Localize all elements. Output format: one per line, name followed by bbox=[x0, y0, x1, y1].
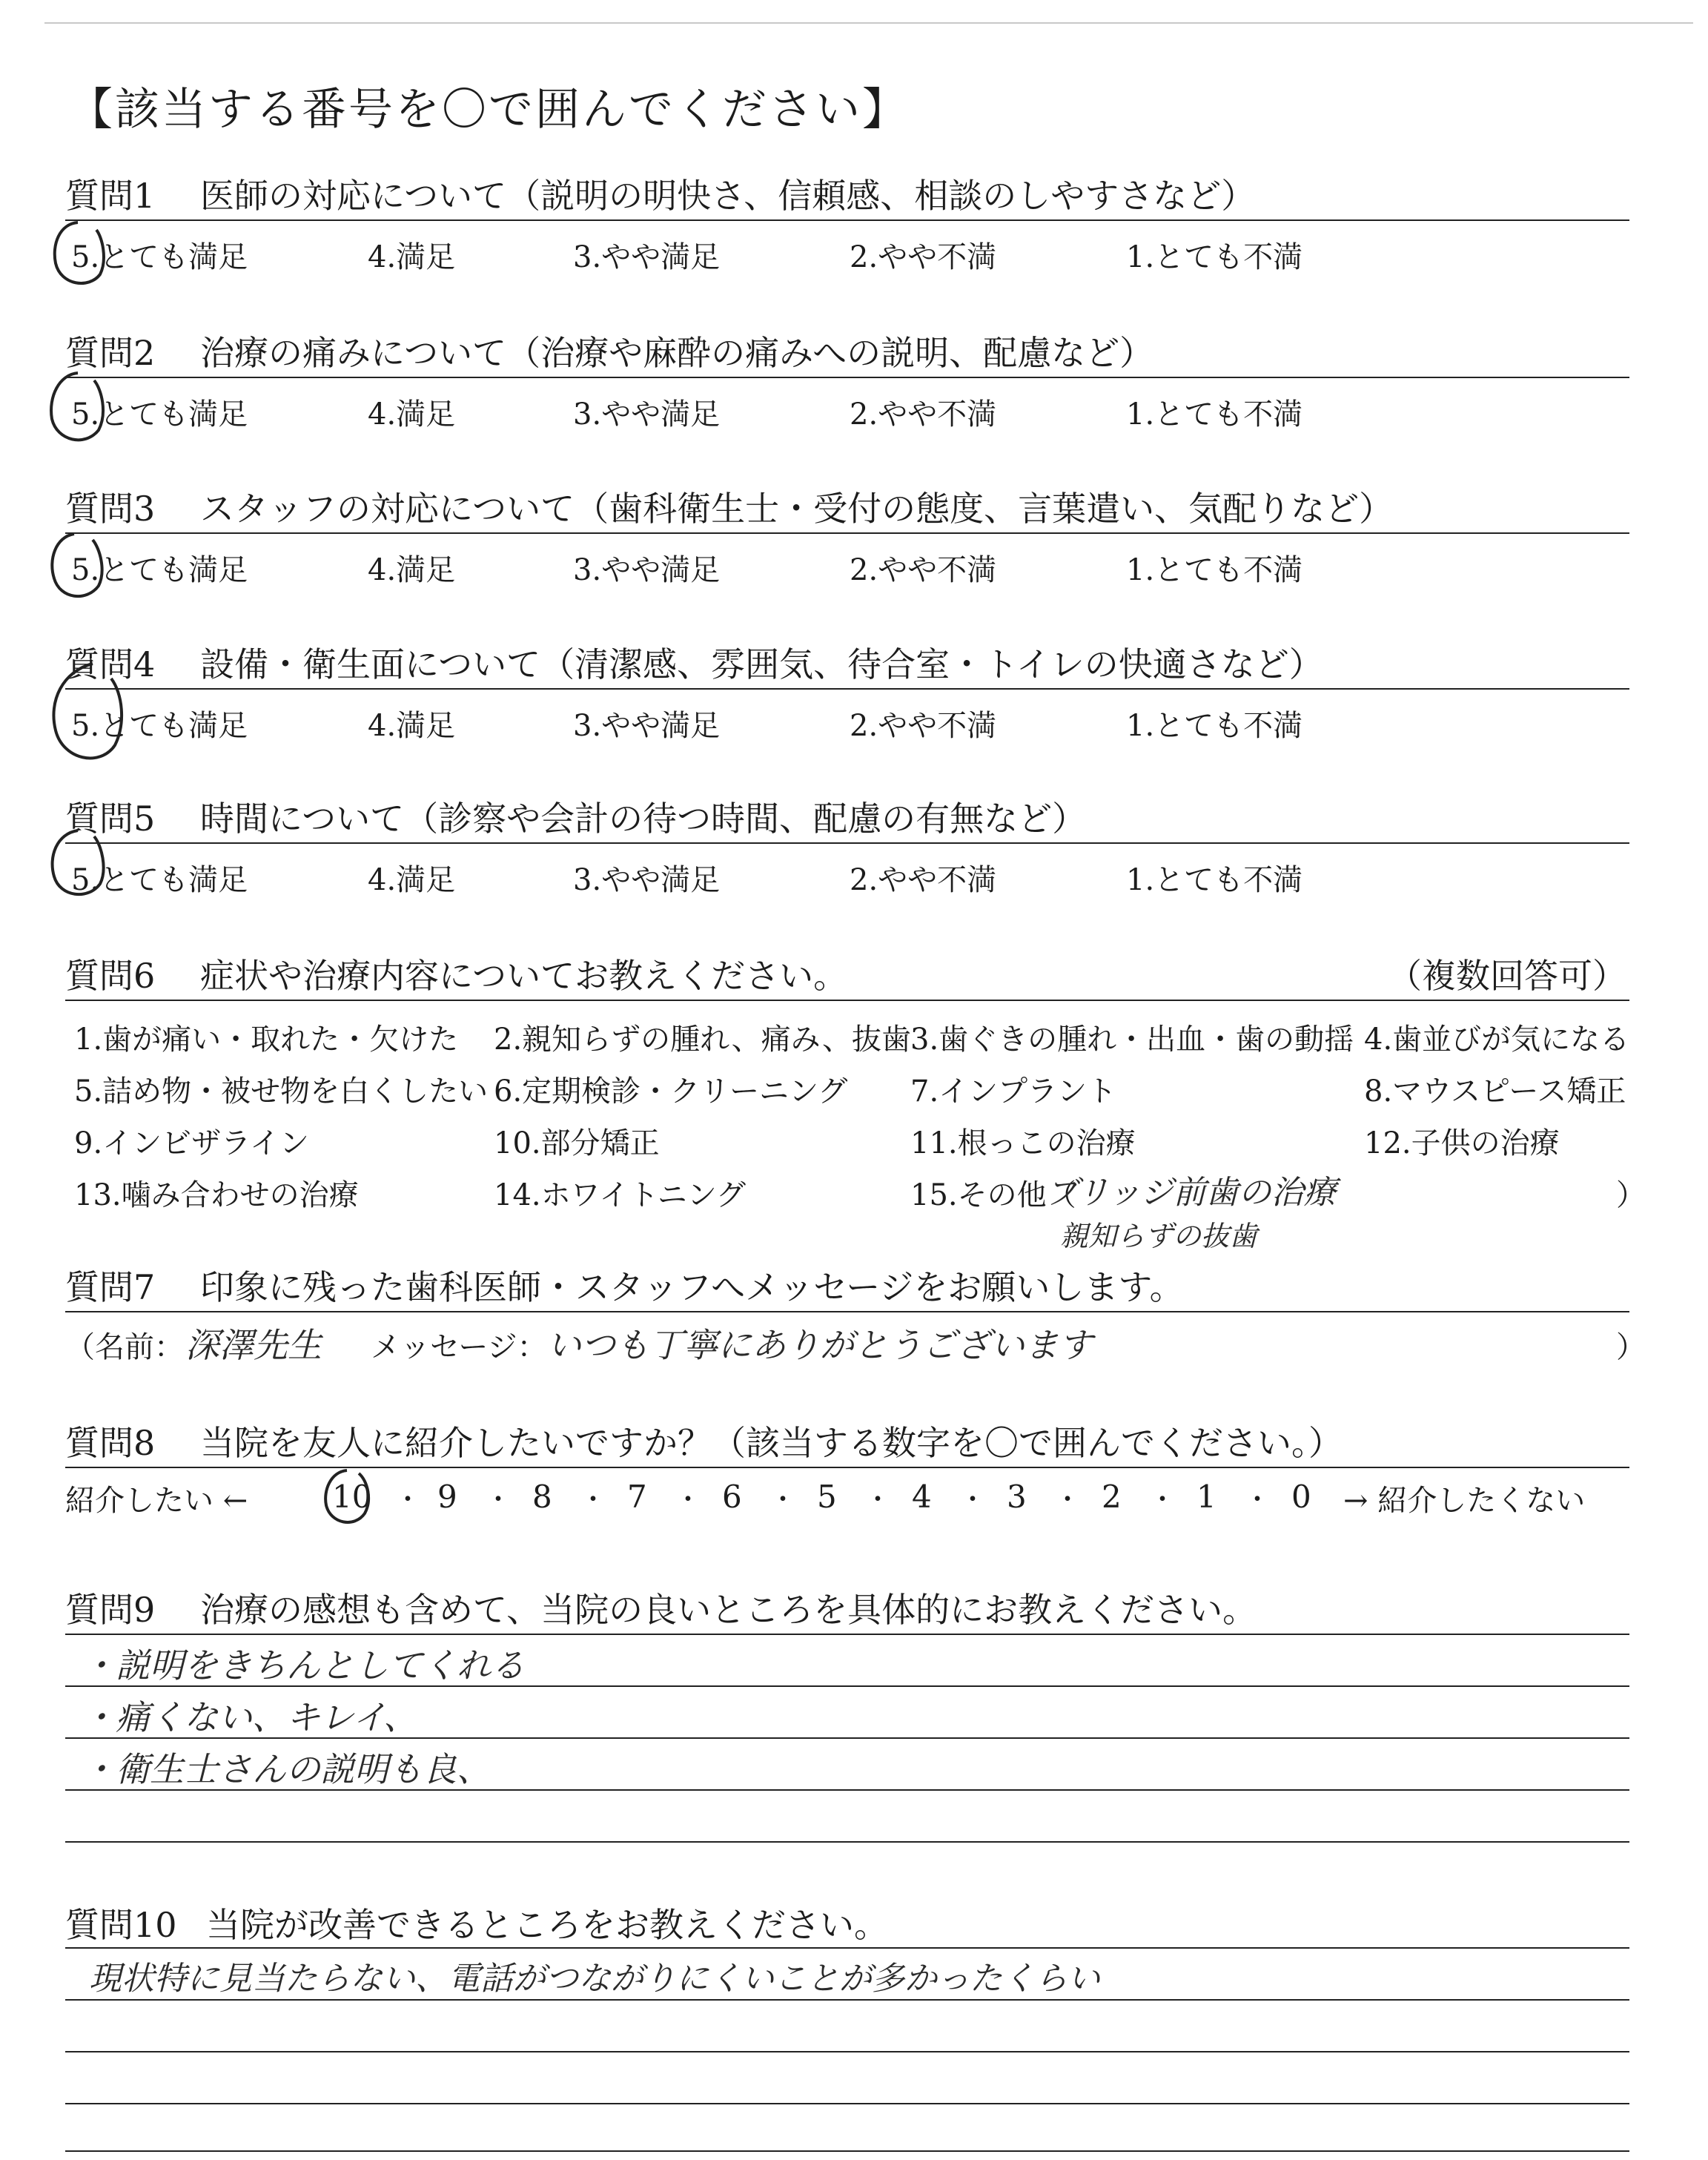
message-label: メッセージ： bbox=[371, 1330, 547, 1364]
q9-answer-3[interactable]: ・衛生士さんの説明も良、 bbox=[82, 1749, 491, 1789]
answer-line bbox=[65, 1789, 1629, 1791]
q6-item-1[interactable]: 1.歯が痛い・取れた・欠けた bbox=[74, 1023, 459, 1057]
question-3 bbox=[65, 482, 1393, 531]
answer-line bbox=[65, 1685, 1629, 1687]
q1-option-4[interactable]: 4.満足 bbox=[368, 240, 456, 274]
scale-10[interactable]: 10 bbox=[332, 1479, 372, 1515]
q6-other-close: ） bbox=[1616, 1178, 1646, 1212]
q6-item-6[interactable]: 6.定期検診・クリーニング bbox=[494, 1074, 848, 1109]
question-10 bbox=[65, 1898, 888, 1947]
q1-option-2[interactable]: 2.やや不満 bbox=[850, 240, 997, 274]
answer-line bbox=[65, 2150, 1629, 2152]
q3-option-3[interactable]: 3.やや満足 bbox=[573, 553, 721, 587]
question-6 bbox=[65, 949, 847, 998]
message-value[interactable]: いつも丁寧にありがとうございます bbox=[547, 1325, 1093, 1365]
q6-item-7[interactable]: 7.インプラント bbox=[910, 1074, 1117, 1109]
divider bbox=[65, 532, 1629, 534]
scale-dot: ・ bbox=[959, 1484, 987, 1515]
divider bbox=[65, 842, 1629, 844]
scale-7[interactable]: 7 bbox=[627, 1479, 647, 1515]
q4-option-1[interactable]: 1.とても不満 bbox=[1126, 709, 1303, 743]
q1-option-3[interactable]: 3.やや満足 bbox=[573, 240, 721, 274]
form-title: 【該当する番号を〇で囲んでください】 bbox=[68, 84, 909, 136]
question-8 bbox=[65, 1416, 1343, 1465]
q9-answer-2[interactable]: ・痛くない、キレイ、 bbox=[82, 1697, 418, 1737]
divider bbox=[65, 1311, 1629, 1312]
q5-option-5[interactable]: 5.とても満足 bbox=[71, 863, 248, 897]
q6-item-2[interactable]: 2.親知らずの腫れ、痛み、抜歯 bbox=[494, 1023, 911, 1057]
question-number: 質問9 bbox=[65, 1590, 156, 1630]
q4-option-2[interactable]: 2.やや不満 bbox=[850, 709, 997, 743]
q6-item-15[interactable]: 15.その他（ bbox=[910, 1178, 1076, 1212]
name-value[interactable]: 深澤先生 bbox=[185, 1325, 322, 1365]
scale-dot: ・ bbox=[864, 1484, 892, 1515]
scale-dot: ・ bbox=[675, 1484, 702, 1515]
question-text: 治療の感想も含めて、当院の良いところを具体的にお教えください。 bbox=[200, 1590, 1257, 1630]
question-text: 当院が改善できるところをお教えください。 bbox=[206, 1905, 888, 1945]
q6-item-12[interactable]: 12.子供の治療 bbox=[1364, 1126, 1560, 1160]
multiple-answers-note: （複数回答可） bbox=[1388, 956, 1626, 996]
scale-dot: ・ bbox=[1054, 1484, 1082, 1515]
q6-other-handwritten-2: 親知らずの抜歯 bbox=[1060, 1220, 1258, 1252]
q6-item-9[interactable]: 9.インビザライン bbox=[74, 1126, 309, 1160]
answer-line bbox=[65, 1634, 1629, 1635]
question-text: 当院を友人に紹介したいですか？（該当する数字を〇で囲んでください。） bbox=[200, 1423, 1343, 1463]
q5-option-4[interactable]: 4.満足 bbox=[368, 863, 456, 897]
recommend-right-label: → 紹介したくない bbox=[1343, 1484, 1586, 1518]
q6-item-13[interactable]: 13.噛み合わせの治療 bbox=[74, 1178, 359, 1212]
q2-option-3[interactable]: 3.やや満足 bbox=[573, 397, 721, 432]
question-text: 医師の対応について（説明の明快さ、信頼感、相談のしやすさなど） bbox=[200, 176, 1256, 216]
answer-line bbox=[65, 1737, 1629, 1739]
q2-option-4[interactable]: 4.満足 bbox=[368, 397, 456, 432]
answer-line bbox=[65, 1999, 1629, 2001]
answer-line bbox=[65, 2051, 1629, 2052]
divider bbox=[65, 1467, 1629, 1468]
question-text: 時間について（診察や会計の待つ時間、配慮の有無など） bbox=[200, 799, 1087, 839]
question-number: 質問2 bbox=[65, 333, 156, 373]
scale-dot: ・ bbox=[1149, 1484, 1176, 1515]
question-text: 治療の痛みについて（治療や麻酔の痛みへの説明、配慮など） bbox=[200, 333, 1154, 373]
scale-2[interactable]: 2 bbox=[1102, 1479, 1122, 1515]
question-text: 症状や治療内容についてお教えください。 bbox=[200, 956, 848, 996]
q2-option-1[interactable]: 1.とても不満 bbox=[1126, 397, 1303, 432]
q6-item-3[interactable]: 3.歯ぐきの腫れ・出血・歯の動揺 bbox=[910, 1023, 1354, 1057]
scale-4[interactable]: 4 bbox=[912, 1479, 932, 1515]
question-number: 質問8 bbox=[65, 1423, 156, 1463]
name-label: （名前： bbox=[65, 1330, 184, 1364]
recommend-left-label: 紹介したい ← bbox=[65, 1484, 248, 1518]
question-number: 質問10 bbox=[65, 1905, 177, 1945]
scale-9[interactable]: 9 bbox=[437, 1479, 457, 1515]
scale-dot: ・ bbox=[1244, 1484, 1271, 1515]
q4-option-3[interactable]: 3.やや満足 bbox=[573, 709, 721, 743]
question-number: 質問1 bbox=[65, 176, 156, 216]
question-5 bbox=[65, 792, 1086, 841]
q5-option-2[interactable]: 2.やや不満 bbox=[850, 863, 997, 897]
divider bbox=[65, 377, 1629, 378]
q4-option-5[interactable]: 5.とても満足 bbox=[71, 709, 248, 743]
answer-line bbox=[65, 2103, 1629, 2104]
q1-option-5[interactable]: 5.とても満足 bbox=[71, 240, 248, 274]
q5-option-3[interactable]: 3.やや満足 bbox=[573, 863, 721, 897]
q6-item-11[interactable]: 11.根っこの治療 bbox=[910, 1126, 1136, 1160]
question-number: 質問7 bbox=[65, 1267, 156, 1307]
question-text: スタッフの対応について（歯科衛生士・受付の態度、言葉遣い、気配りなど） bbox=[200, 489, 1394, 529]
divider bbox=[65, 688, 1629, 690]
q2-option-5[interactable]: 5.とても満足 bbox=[71, 397, 248, 432]
scale-1[interactable]: 1 bbox=[1196, 1479, 1217, 1515]
q3-option-4[interactable]: 4.満足 bbox=[368, 553, 456, 587]
q6-item-4[interactable]: 4.歯並びが気になる bbox=[1364, 1023, 1630, 1057]
question-4 bbox=[65, 638, 1323, 687]
scale-dot: ・ bbox=[580, 1484, 607, 1515]
top-border bbox=[44, 22, 1693, 24]
question-number: 質問6 bbox=[65, 956, 156, 996]
q5-option-1[interactable]: 1.とても不満 bbox=[1126, 863, 1303, 897]
q4-option-4[interactable]: 4.満足 bbox=[368, 709, 456, 743]
question-number: 質問3 bbox=[65, 489, 156, 529]
answer-line bbox=[65, 1947, 1629, 1949]
q6-other-handwritten-1: ブリッジ前歯の治療 bbox=[1045, 1174, 1337, 1212]
question-number: 質問4 bbox=[65, 644, 156, 684]
q6-item-5[interactable]: 5.詰め物・被せ物を白くしたい bbox=[74, 1074, 489, 1109]
q1-option-1[interactable]: 1.とても不満 bbox=[1126, 240, 1303, 274]
q3-option-1[interactable]: 1.とても不満 bbox=[1126, 553, 1303, 587]
answer-line bbox=[65, 1841, 1629, 1843]
scale-dot: ・ bbox=[394, 1484, 422, 1515]
message-close: ） bbox=[1616, 1330, 1646, 1364]
q10-answer-1[interactable]: 現状特に見当たらない、電話がつながりにくいことが多かったくらい bbox=[89, 1960, 1100, 1998]
question-text: 印象に残った歯科医師・スタッフへメッセージをお願いします。 bbox=[200, 1267, 1184, 1307]
q9-answer-1[interactable]: ・説明をきちんとしてくれる bbox=[82, 1645, 525, 1685]
question-7 bbox=[65, 1261, 1184, 1309]
scale-8[interactable]: 8 bbox=[532, 1479, 552, 1515]
question-number: 質問5 bbox=[65, 799, 156, 839]
scale-dot: ・ bbox=[485, 1484, 512, 1515]
q3-option-2[interactable]: 2.やや不満 bbox=[850, 553, 997, 587]
q6-item-14[interactable]: 14.ホワイトニング bbox=[494, 1178, 747, 1212]
scale-3[interactable]: 3 bbox=[1007, 1479, 1027, 1515]
question-text: 設備・衛生面について（清潔感、雰囲気、待合室・トイレの快適さなど） bbox=[200, 644, 1323, 684]
q6-item-8[interactable]: 8.マウスピース矯正 bbox=[1364, 1074, 1626, 1109]
scale-dot: ・ bbox=[769, 1484, 797, 1515]
scale-6[interactable]: 6 bbox=[722, 1479, 742, 1515]
question-9 bbox=[65, 1583, 1257, 1632]
divider bbox=[65, 1000, 1629, 1001]
scale-0[interactable]: 0 bbox=[1291, 1479, 1311, 1515]
scale-5[interactable]: 5 bbox=[817, 1479, 837, 1515]
question-2 bbox=[65, 326, 1153, 375]
q3-option-5[interactable]: 5.とても満足 bbox=[71, 553, 248, 587]
q2-option-2[interactable]: 2.やや不満 bbox=[850, 397, 997, 432]
divider bbox=[65, 219, 1629, 221]
q6-item-10[interactable]: 10.部分矯正 bbox=[494, 1126, 660, 1160]
question-1 bbox=[65, 169, 1255, 218]
